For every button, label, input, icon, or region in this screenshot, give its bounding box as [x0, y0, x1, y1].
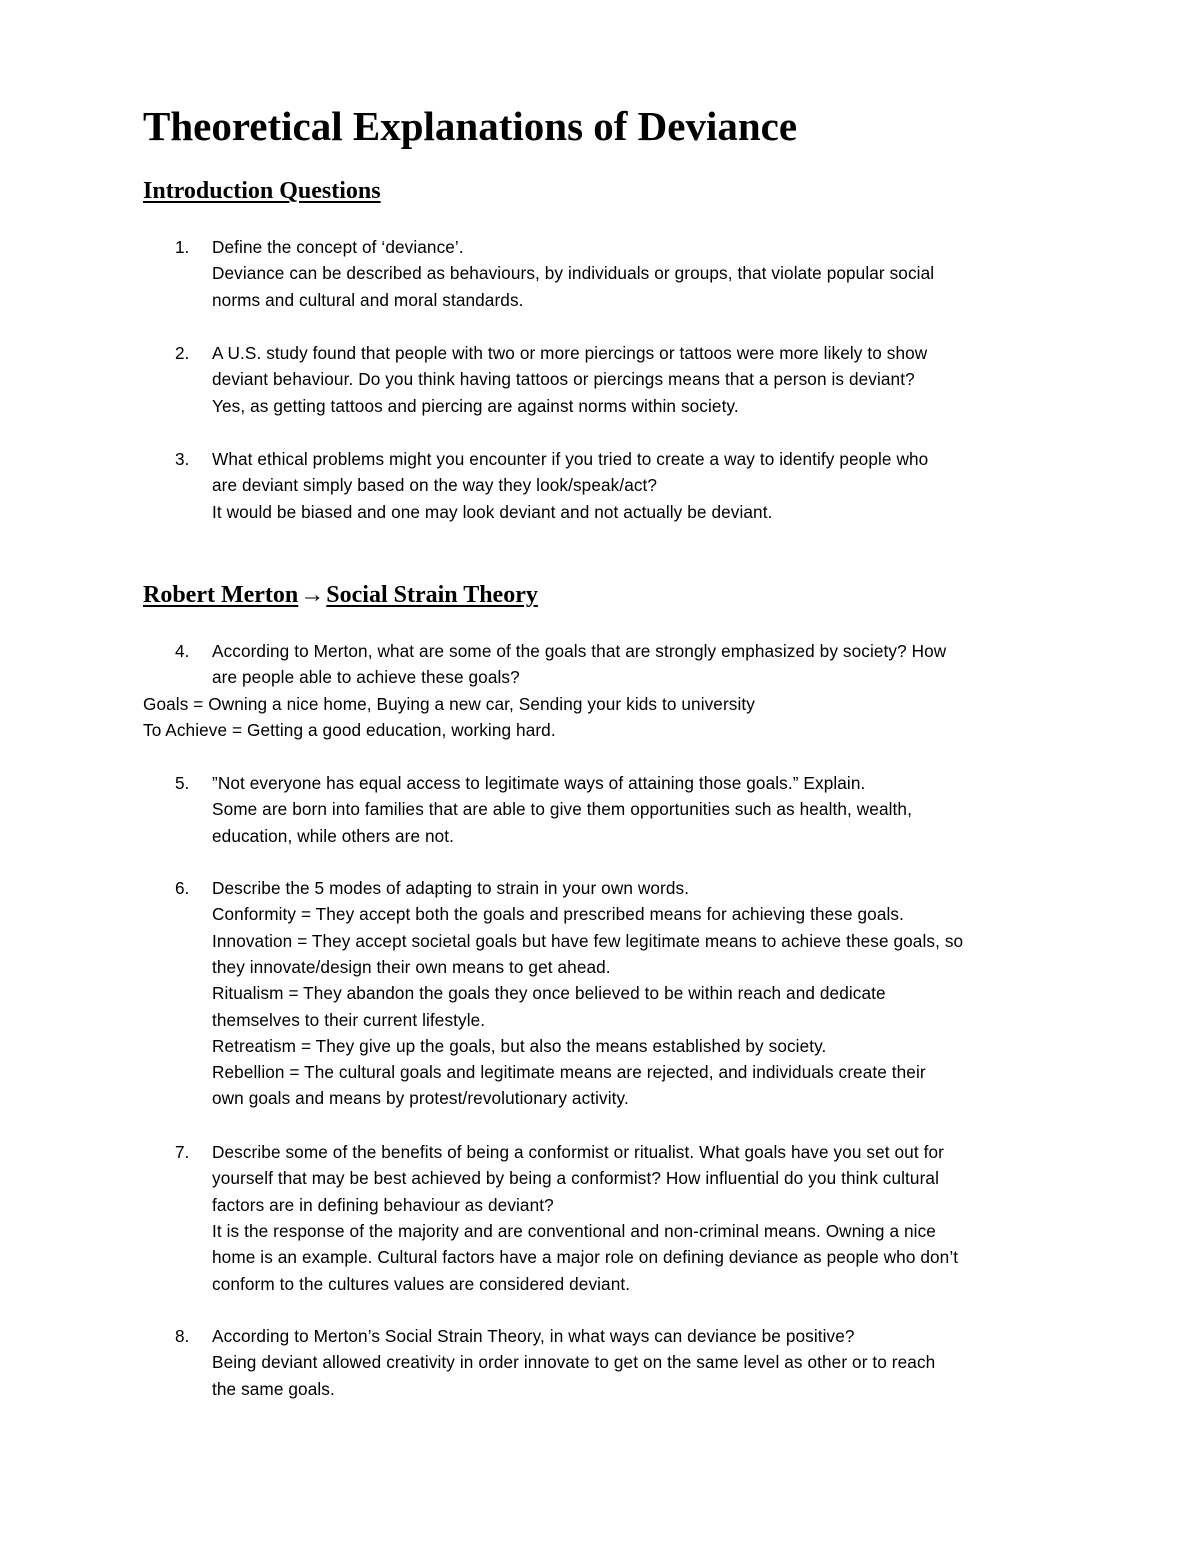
answer-text: home is an example. Cultural factors have a major role on defining deviance as people who don’t	[212, 1247, 959, 1268]
answer-text: Deviance can be described as behaviours, by individuals or groups, that violate popular social	[212, 263, 935, 284]
answer-text: Some are born into families that are able to give them opportunities such as health, wealth,	[212, 799, 912, 820]
question-text: Describe the 5 modes of adapting to strain in your own words.	[212, 878, 690, 898]
question-text: factors are in defining behaviour as deviant?	[212, 1194, 554, 1215]
heading-left-text: Robert Merton	[143, 582, 299, 608]
question-number: 7.	[175, 1142, 190, 1162]
question-text: A U.S. study found that people with two or more piercings or tattoos were more likely to show	[212, 343, 928, 363]
section-heading-introduction: Introduction Questions	[143, 178, 381, 204]
answer-text: Being deviant allowed creativity in order innovate to get on the same level as other or to reach	[212, 1352, 936, 1373]
question-number: 3.	[175, 449, 190, 469]
answer-text: conform to the cultures values are considered deviant.	[212, 1273, 631, 1294]
answer-text: Goals = Owning a nice home, Buying a new car, Sending your kids to university	[143, 693, 755, 714]
answer-text: It would be biased and one may look deviant and not actually be deviant.	[212, 501, 773, 522]
question-text: According to Merton, what are some of the goals that are strongly emphasized by society? How	[212, 641, 947, 661]
answer-text: Innovation = They accept societal goals but have few legitimate means to achieve these goals, so	[212, 930, 964, 951]
answer-text: norms and cultural and moral standards.	[212, 289, 524, 310]
answer-text: they innovate/design their own means to get ahead.	[212, 956, 611, 977]
question-number: 8.	[175, 1326, 190, 1346]
question-text: deviant behaviour. Do you think having tattoos or piercings means that a person is deviant?	[212, 369, 915, 390]
question-text: According to Merton’s Social Strain Theory, in what ways can deviance be positive?	[212, 1326, 855, 1346]
question-number: 1.	[175, 237, 190, 257]
answer-text: It is the response of the majority and are conventional and non-criminal means. Owning a nice	[212, 1220, 936, 1241]
answer-text: education, while others are not.	[212, 825, 455, 846]
right-arrow-icon: →	[300, 582, 325, 608]
heading-right-text: Social Strain Theory	[326, 582, 538, 608]
question-number: 4.	[175, 641, 190, 661]
section-heading-merton	[143, 580, 538, 610]
answer-text: Yes, as getting tattoos and piercing are against norms within society.	[212, 395, 739, 416]
answer-text: To Achieve = Getting a good education, working hard.	[143, 719, 556, 740]
question-text: ”Not everyone has equal access to legitimate ways of attaining those goals.” Explain.	[212, 773, 866, 793]
document-title: Theoretical Explanations of Deviance	[143, 103, 798, 149]
answer-text: Retreatism = They give up the goals, but also the means established by society.	[212, 1035, 827, 1056]
question-text: are people able to achieve these goals?	[212, 667, 520, 688]
question-number: 5.	[175, 773, 190, 793]
answer-text: Ritualism = They abandon the goals they once believed to be within reach and dedicate	[212, 983, 886, 1004]
question-text: yourself that may be best achieved by being a conformist? How influential do you think cultural	[212, 1168, 939, 1189]
question-text: Describe some of the benefits of being a conformist or ritualist. What goals have you set out for	[212, 1142, 944, 1162]
question-number: 6.	[175, 878, 190, 898]
answer-text: Conformity = They accept both the goals and prescribed means for achieving these goals.	[212, 904, 904, 925]
answer-text: themselves to their current lifestyle.	[212, 1009, 486, 1030]
question-text: Define the concept of ‘deviance’.	[212, 237, 464, 257]
answer-text: the same goals.	[212, 1378, 335, 1399]
question-text: are deviant simply based on the way they look/speak/act?	[212, 475, 658, 496]
answer-text: Rebellion = The cultural goals and legitimate means are rejected, and individuals create their	[212, 1062, 926, 1083]
question-number: 2.	[175, 343, 190, 363]
answer-text: own goals and means by protest/revolutionary activity.	[212, 1088, 629, 1109]
question-text: What ethical problems might you encounter if you tried to create a way to identify people who	[212, 449, 929, 469]
